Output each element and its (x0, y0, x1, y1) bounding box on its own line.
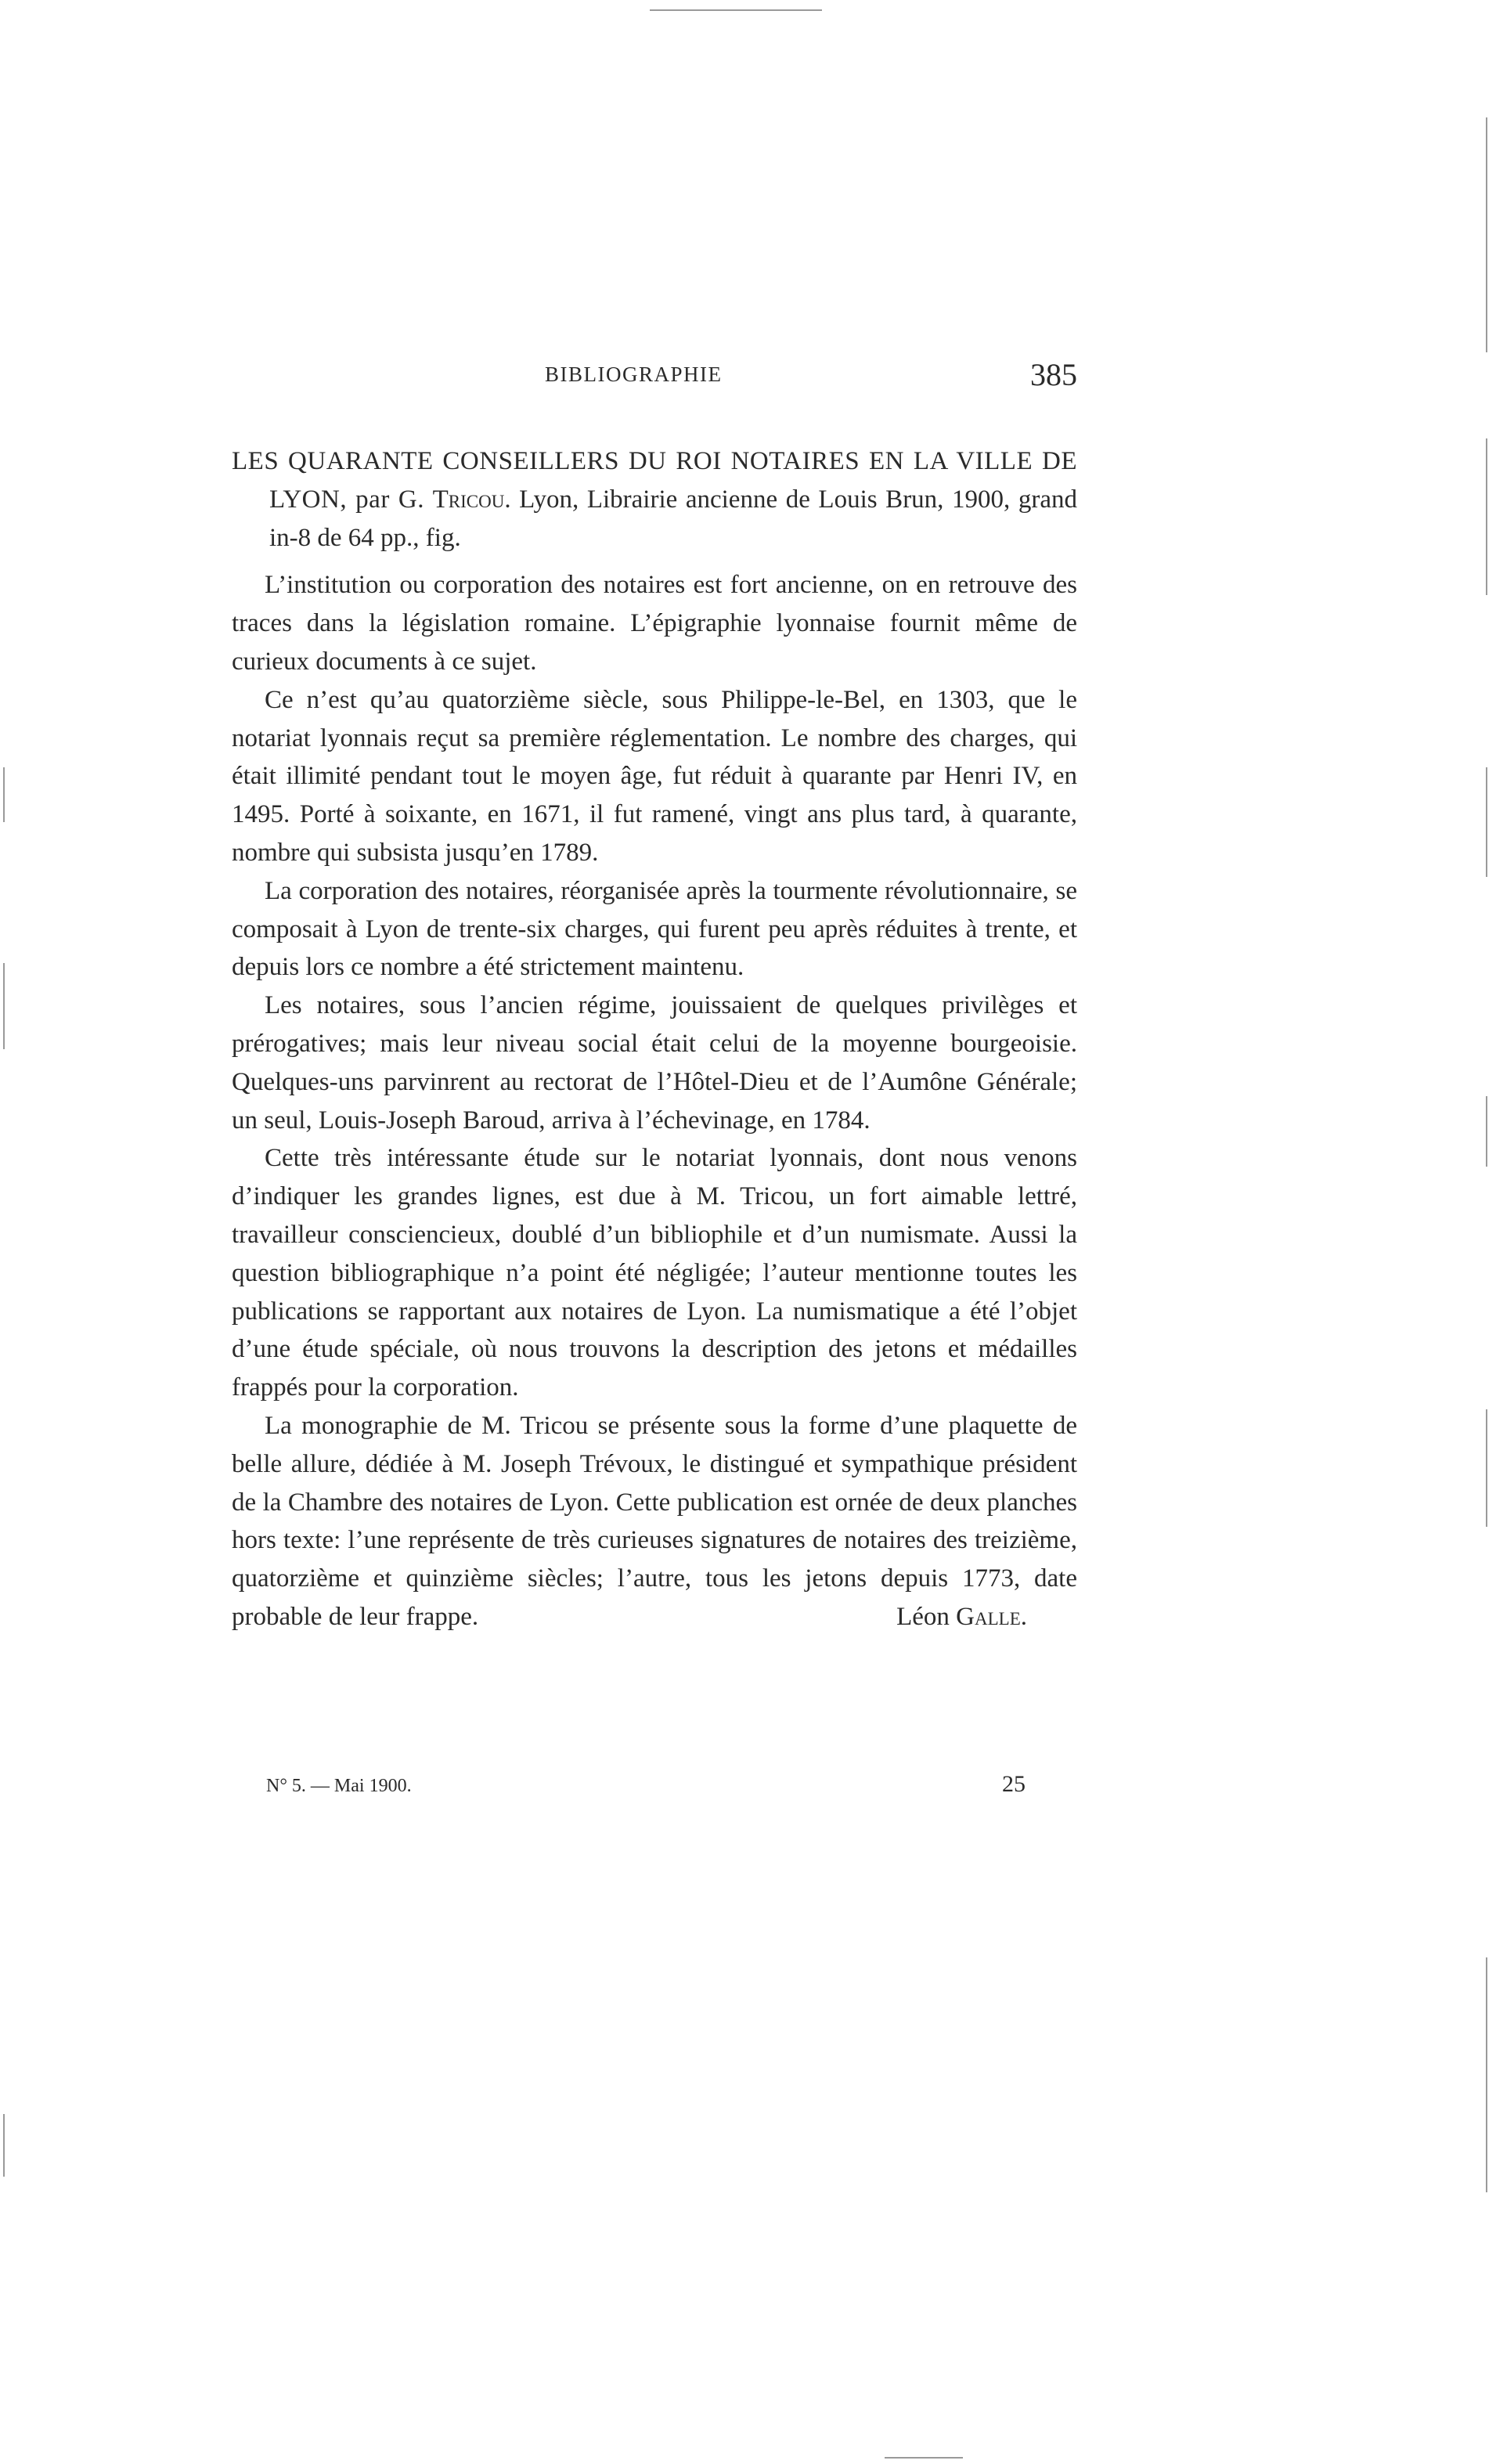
paragraph: La monographie de M. Tricou se présente sous la forme d’une plaquette de belle allure, dédiée à M. Joseph Trévoux, le distingué et sympathique président de la Chambre des notaires de Lyon. Cette publication est ornée de deux planches hors texte: l’une représente de très curieuses signatures de notaires des treizième, quatorzième et quinzième siècles; l’autre, tous les jetons depuis 1773, date probable de leur frappe. (232, 1411, 1077, 1631)
scan-margin-line (1486, 117, 1487, 352)
scan-bottom-line (885, 2457, 963, 2459)
entry-heading: LES QUARANTE CONSEILLERS DU ROI NOTAIRES EN LA VILLE DE LYON, par G. (232, 447, 1077, 514)
author-signature (863, 1598, 1027, 1636)
issue-line: N° 5. — Mai 1900. (266, 1776, 412, 1796)
entry-title (232, 442, 1077, 557)
entry-imprint: . Lyon, Librairie ancienne de Louis Brun, 1900, grand in-8 de 64 pp., fig. (269, 485, 1077, 552)
scan-margin-line (1486, 1409, 1487, 1527)
page-footer (266, 1771, 1049, 1810)
paragraph: Les notaires, sous l’ancien régime, jouissaient de quelques privilèges et prérogatives; mais leur niveau social était celui de la moyenne bourgeoisie. Quelques-uns parvinrent au rectorat de l’Hôtel-Dieu et de l’Aumône Générale; un seul, Louis-Joseph Baroud, arriva à l’échevinage, en 1784. (232, 991, 1077, 1135)
scan-margin-line (1486, 1957, 1487, 2192)
scan-top-line (650, 9, 822, 11)
paragraph: Ce n’est qu’au quatorzième siècle, sous Philippe-le-Bel, en 1303, que le notariat lyonnais reçut sa première réglementation. Le nombre des charges, qui était illimité pendant tout le moyen âge, fut réduit à quarante par Henri IV, en 1495. Porté à soixante, en 1671, il fut ramené, vingt ans plus tard, à quarante, nombre qui subsista jusqu’en 1789. (232, 685, 1077, 867)
scan-margin-line (3, 767, 5, 822)
paragraph-with-signature (232, 1407, 1077, 1636)
scan-margin-line (1486, 438, 1487, 595)
running-head: BIBLIOGRAPHIE (545, 363, 723, 386)
scan-margin-line (1486, 1096, 1487, 1167)
scan-margin-line (1486, 767, 1487, 877)
signature-mark: 25 (1002, 1771, 1026, 1797)
page-header (232, 356, 1077, 403)
paragraph: Cette très intéressante étude sur le notariat lyonnais, dont nous venons d’indiquer les grandes lignes, est due à M. Tricou, un fort aimable lettré, travailleur consciencieux, doublé d’un bibliophile et d’un numismate. Aussi la question bibliographique n’a point été négligée; l’auteur mentionne toutes les publications se rapportant aux notaires de Lyon. La numismatique a été l’objet d’une étude spéciale, où nous trouvons la description des jetons et médailles frappés pour la corporation. (232, 1144, 1077, 1402)
review-article (232, 442, 1077, 1636)
entry-author: Tricou (432, 485, 505, 514)
page-number: 385 (1030, 357, 1077, 392)
scan-margin-line (3, 963, 5, 1049)
scan-margin-line (3, 2114, 5, 2177)
paragraph: La corporation des notaires, réorganisée après la tourmente révolutionnaire, se composait à Lyon de trente-six charges, qui furent peu après réduites à trente, et depuis lors ce nombre a été strictement maintenu. (232, 876, 1077, 982)
signature-suffix: . (1020, 1602, 1027, 1631)
signature-last-name: Galle (956, 1602, 1021, 1631)
signature-first-name: Léon (896, 1602, 950, 1631)
paragraph: L’institution ou corporation des notaires est fort ancienne, on en retrouve des traces dans la législation romaine. L’épigraphie lyonnaise fournit même de curieux documents à ce sujet. (232, 571, 1077, 676)
